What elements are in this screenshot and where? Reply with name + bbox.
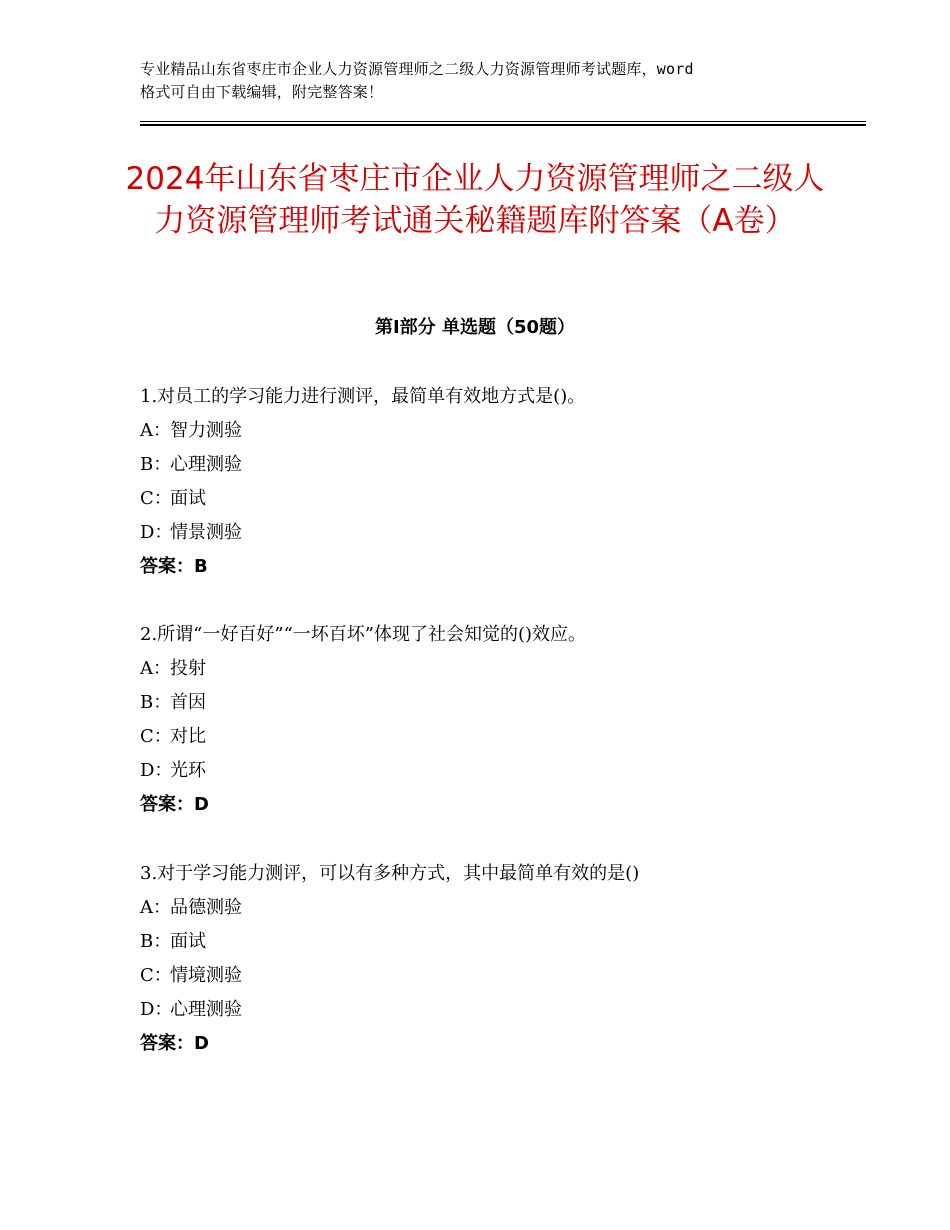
option-key: B： bbox=[140, 692, 172, 713]
option-key: D： bbox=[140, 760, 173, 781]
option-text: 品德测验 bbox=[170, 897, 242, 918]
option-key: B： bbox=[140, 454, 172, 475]
option-key: A： bbox=[140, 658, 171, 679]
option-a bbox=[140, 891, 880, 925]
option-c bbox=[140, 720, 880, 754]
question-stem: 1.对员工的学习能力进行测评，最简单有效地方式是()。 bbox=[140, 386, 586, 407]
header-note bbox=[140, 58, 840, 104]
option-text: 情境测验 bbox=[170, 965, 242, 986]
document-title: 2024年山东省枣庄市企业人力资源管理师之二级人力资源管理师考试通关秘籍题库附答案（A卷） bbox=[125, 161, 825, 239]
answer-label: 答案：D bbox=[140, 794, 209, 815]
option-text: 面试 bbox=[170, 488, 206, 509]
option-text: 光环 bbox=[170, 760, 206, 781]
question-stem: 3.对于学习能力测评，可以有多种方式，其中最简单有效的是() bbox=[140, 863, 640, 884]
option-d bbox=[140, 754, 880, 788]
answer-label: 答案：D bbox=[140, 1033, 209, 1054]
option-d bbox=[140, 516, 880, 550]
option-text: 智力测验 bbox=[170, 420, 242, 441]
option-key: C： bbox=[140, 488, 172, 509]
option-b bbox=[140, 925, 880, 959]
option-key: C： bbox=[140, 726, 172, 747]
option-text: 面试 bbox=[170, 931, 206, 952]
option-d bbox=[140, 993, 880, 1027]
header-note-line-1: 专业精品山东省枣庄市企业人力资源管理师之二级人力资源管理师考试题库，word bbox=[140, 60, 694, 78]
question-3 bbox=[140, 857, 880, 1061]
answer-label: 答案：B bbox=[140, 556, 208, 577]
option-b bbox=[140, 448, 880, 482]
question-2 bbox=[140, 618, 880, 822]
option-key: A： bbox=[140, 420, 171, 441]
option-text: 心理测验 bbox=[170, 454, 242, 475]
section-title: 第Ⅰ部分 单选题（50题） bbox=[374, 317, 575, 338]
option-key: C： bbox=[140, 965, 172, 986]
option-c bbox=[140, 959, 880, 993]
option-text: 对比 bbox=[170, 726, 206, 747]
header-divider-thick bbox=[140, 124, 866, 126]
question-1 bbox=[140, 380, 880, 584]
question-stem: 2.所谓“一好百好”“一坏百坏”体现了社会知觉的()效应。 bbox=[140, 624, 587, 645]
option-text: 投射 bbox=[170, 658, 206, 679]
option-text: 心理测验 bbox=[170, 999, 242, 1020]
option-key: A： bbox=[140, 897, 171, 918]
header-note-line-2: 格式可自由下载编辑，附完整答案！ bbox=[140, 83, 384, 101]
header-divider-thin bbox=[140, 121, 866, 122]
option-b bbox=[140, 686, 880, 720]
option-key: B： bbox=[140, 931, 172, 952]
option-c bbox=[140, 482, 880, 516]
option-key: D： bbox=[140, 999, 173, 1020]
option-text: 首因 bbox=[170, 692, 206, 713]
option-text: 情景测验 bbox=[170, 522, 242, 543]
option-key: D： bbox=[140, 522, 173, 543]
option-a bbox=[140, 652, 880, 686]
option-a bbox=[140, 414, 880, 448]
